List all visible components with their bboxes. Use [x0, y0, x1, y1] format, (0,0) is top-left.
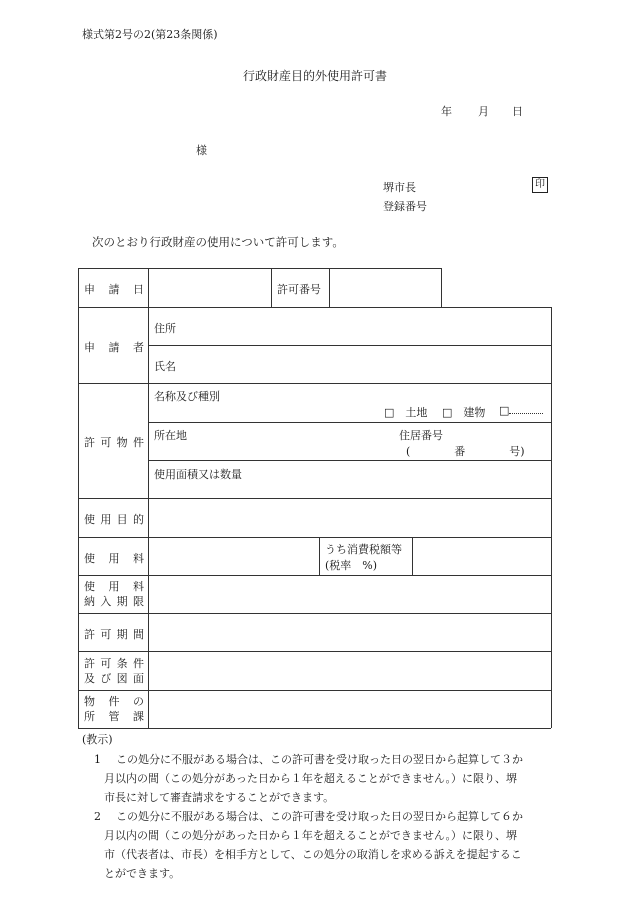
fee-label: 使 用 料 [84, 552, 144, 565]
checkbox-building[interactable]: □ 建物 [442, 406, 486, 419]
notice-line: この処分に不服がある場合は、この許可書を受け取った日の翌日から起算して６か [116, 810, 523, 823]
area-label: 使用面積又は数量 [154, 468, 242, 481]
checkbox-other-box: □ [499, 404, 510, 417]
notice-line: 月以内の間（この処分があった日から１年を超えることができません。）に限り、堺 [104, 829, 518, 842]
location-label: 所在地 [154, 429, 187, 442]
payment-deadline-label: 使 用 料 納入期限 [84, 580, 144, 608]
notice-line: 市長に対して審査請求をすることができます。 [104, 791, 335, 804]
registration-number-label: 登録番号 [383, 200, 427, 213]
tax-rate-label: (税率 %) [325, 559, 378, 572]
issuer-name: 堺市長 [383, 181, 416, 194]
applicant-label: 申 請 者 [84, 341, 144, 354]
residence-number-format: ( 番 号) [406, 445, 525, 458]
tax-label: うち消費税額等 [325, 543, 402, 556]
notice-number: 1 [94, 753, 101, 766]
application-date-label: 申 請 日 [84, 283, 144, 296]
checkbox-other[interactable] [499, 404, 543, 417]
notice-line: この処分に不服がある場合は、この許可書を受け取った日の翌日から起算して３か [116, 753, 523, 766]
addressee-suffix: 様 [196, 144, 207, 157]
property-label: 許可物件 [84, 436, 144, 449]
intro-text: 次のとおり行政財産の使用について許可します。 [92, 235, 344, 249]
date-year-label: 年 [441, 105, 452, 118]
document-title: 行政財産目的外使用許可書 [242, 69, 387, 83]
other-blank [509, 404, 543, 414]
purpose-label: 使用目的 [84, 513, 144, 526]
address-label: 住所 [154, 322, 176, 335]
seal-mark: 印 [532, 177, 548, 193]
notice-line: 市（代表者は、市長）を相手方として、この処分の取消しを求める訴えを提起するこ [104, 848, 522, 861]
name-label: 氏名 [154, 360, 176, 373]
checkbox-land[interactable]: □ 土地 [384, 406, 428, 419]
notice-number: 2 [94, 810, 101, 823]
notice-line: 月以内の間（この処分があった日から１年を超えることができません。）に限り、堺 [104, 772, 518, 785]
property-name-label: 名称及び種別 [154, 390, 220, 403]
notice-item [82, 750, 552, 807]
notice-heading: (教示) [82, 733, 113, 746]
residence-number-label: 住居番号 [399, 429, 443, 442]
form-code: 様式第2号の2(第23条関係) [82, 28, 218, 41]
notice-item [82, 807, 552, 883]
department-label: 物 件 の 所 管 課 [84, 695, 144, 723]
conditions-label: 許可条件 及び図面 [84, 657, 144, 685]
date-day-label: 日 [512, 105, 523, 118]
permit-period-label: 許可期間 [84, 628, 144, 641]
notice-line: とができます。 [104, 867, 181, 880]
date-month-label: 月 [478, 105, 489, 118]
permit-number-label: 許可番号 [277, 283, 321, 296]
